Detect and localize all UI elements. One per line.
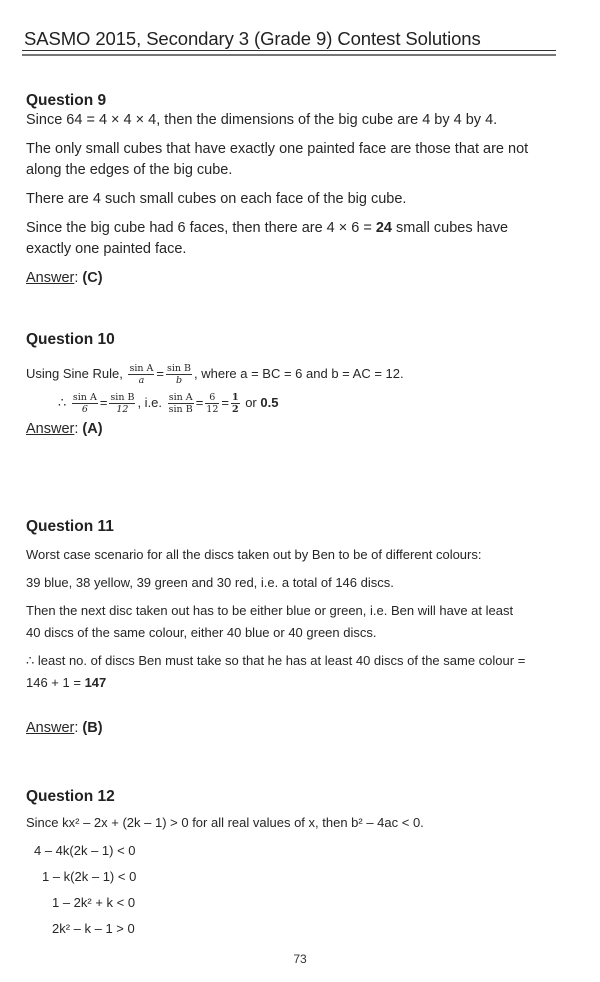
q10-ie: , i.e. xyxy=(137,394,166,410)
q12-step-1: 4 – 4k(2k – 1) < 0 xyxy=(34,843,136,858)
q10-answer: Answer: (A) xyxy=(26,421,103,437)
q9-answer: Answer: (C) xyxy=(26,270,103,286)
q11-line-4: 40 discs of the same colour, either 40 blue or 40 green discs. xyxy=(26,625,377,640)
fraction-1-2 xyxy=(231,392,240,415)
frac-den: b xyxy=(175,375,183,386)
question-11-title: Question 11 xyxy=(26,518,114,535)
q12-step-3: 1 – 2k² + k < 0 xyxy=(52,895,136,910)
q10-line-1: Using Sine Rule, $\frac{\text{sin A}}{a}$ = $\frac{\text{sin B}}{b}$ , where a = BC = 6 and b = AC = 12. xyxy=(26,363,404,386)
question-10 xyxy=(26,331,556,437)
q11-line-1: Worst case scenario for all the discs taken out by Ben to be of different colours: xyxy=(26,547,482,562)
q9-line-1: Since 64 = 4 × 4 × 4, then the dimensions of the big cube are 4 by 4 by 4. xyxy=(26,112,498,128)
therefore-symbol: ∴ xyxy=(58,394,70,410)
answer-value: (C) xyxy=(82,270,103,286)
frac-num: 6 xyxy=(205,392,219,404)
q9-line-5 xyxy=(26,218,556,239)
fraction-sinA-sinB xyxy=(168,392,194,415)
fraction-sinB-12 xyxy=(109,392,135,415)
frac-num: sin A xyxy=(129,363,154,374)
frac-den: 2 xyxy=(231,404,239,415)
q9-result: 24 xyxy=(375,220,392,236)
question-9-title: Question 9 xyxy=(26,92,107,109)
question-11 xyxy=(26,518,556,736)
q12-step-2: 1 – k(2k – 1) < 0 xyxy=(42,869,137,884)
question-12-title: Question 12 xyxy=(26,788,115,805)
q10-line-1-text: Using Sine Rule, xyxy=(26,365,127,381)
frac-den: 6 xyxy=(81,404,88,415)
frac-num: sin B xyxy=(166,363,192,374)
q9-line-2: The only small cubes that have exactly one painted face are those that are not xyxy=(26,141,529,157)
q10-line-1-tail: , where a = BC = 6 and b = AC = 12. xyxy=(194,365,404,381)
q9-line-4: There are 4 such small cubes on each face of the big cube. xyxy=(26,191,407,207)
q11-answer: Answer: (B) xyxy=(26,720,103,736)
question-10-title: Question 10 xyxy=(26,331,115,348)
q12-line-1: Since kx² – 2x + (2k – 1) > 0 for all real values of x, then b² – 4ac < 0. xyxy=(26,815,424,830)
frac-num: 1 xyxy=(231,392,239,403)
answer-label: Answer xyxy=(26,270,75,286)
q10-result: 0.5 xyxy=(260,394,279,410)
q9-line-3: along the edges of the big cube. xyxy=(26,162,233,178)
q11-line-6-text: 146 + 1 = xyxy=(26,675,85,690)
answer-value: (B) xyxy=(82,720,103,736)
q10-or: or xyxy=(241,394,261,410)
fraction-sinA-6 xyxy=(72,392,98,415)
page-header-title: SASMO 2015, Secondary 3 (Grade 9) Contest Solutions xyxy=(24,28,481,49)
q9-line-6: exactly one painted face. xyxy=(26,241,187,257)
q11-line-5: ∴ least no. of discs Ben must take so that he has at least 40 discs of the same colour = xyxy=(26,653,526,668)
page-number: 73 xyxy=(293,952,307,966)
question-9 xyxy=(26,92,556,286)
answer-label: Answer xyxy=(26,421,75,437)
frac-den: sin B xyxy=(168,404,193,415)
q11-line-2: 39 blue, 38 yellow, 39 green and 30 red, i.e. a total of 146 discs. xyxy=(26,575,394,590)
fraction-6-12 xyxy=(205,392,219,415)
q12-step-4: 2k² – k – 1 > 0 xyxy=(52,921,135,936)
frac-den: 12 xyxy=(116,404,129,415)
q11-result: 147 xyxy=(84,675,107,690)
frac-den: a xyxy=(138,375,145,386)
fraction-sinB-b xyxy=(166,363,192,386)
frac-num: sin A xyxy=(72,392,97,403)
q9-line-5-tail: small cubes have xyxy=(392,220,509,236)
frac-den: 12 xyxy=(206,404,219,415)
frac-num: sin B xyxy=(110,392,135,403)
q11-line-6 xyxy=(26,674,556,692)
q9-line-5-text: Since the big cube had 6 faces, then there are 4 × 6 = xyxy=(26,220,376,236)
answer-label: Answer xyxy=(26,720,75,736)
q11-line-3: Then the next disc taken out has to be either blue or green, i.e. Ben will have at least xyxy=(26,603,514,618)
question-12 xyxy=(26,788,556,938)
frac-num: sin A xyxy=(168,392,193,403)
q10-line-2: ∴ $\frac{\text{sin A}}{6}$ = $\frac{\text{sin B}}{12}$ , i.e. $\frac{\text{sin A}}{\text{sin B}}$ = $\frac{6}{12}$ = $\frac{1}{2}$ or 0.5 xyxy=(58,392,279,415)
header-rule xyxy=(22,50,556,56)
fraction-sinA-a xyxy=(128,363,154,386)
answer-value: (A) xyxy=(82,421,103,437)
